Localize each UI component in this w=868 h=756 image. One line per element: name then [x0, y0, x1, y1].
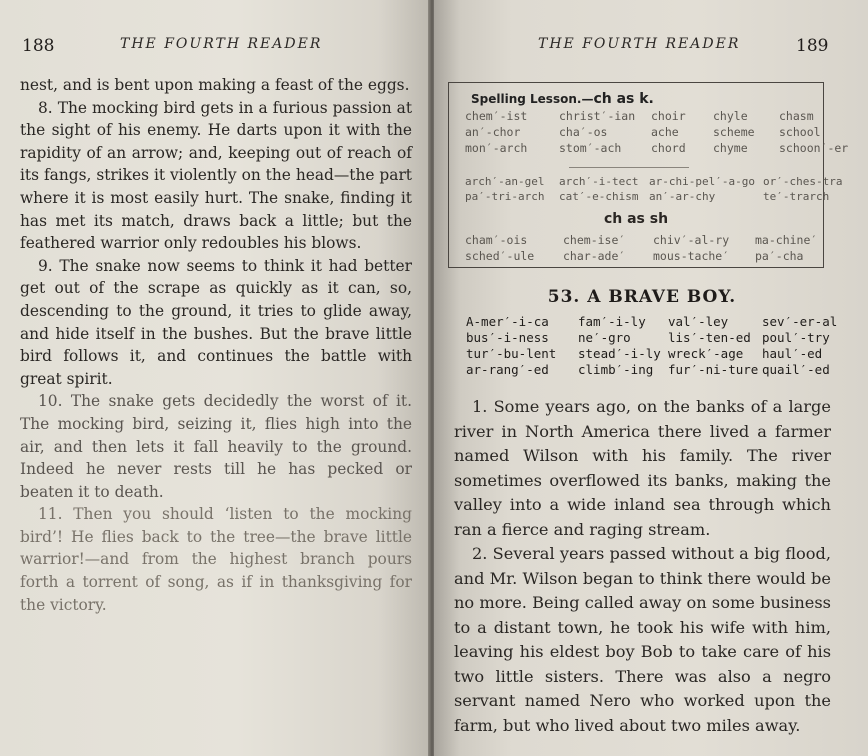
- paragraph: 10. The snake gets decidedly the worst of it. The mocking bird, seizing it, flies high into the air, and then lets it fall heavily to the ground. Indeed he never rests till he has pecked or beaten it to death.: [20, 392, 412, 501]
- vocabulary-word: tur′-bu-lent: [466, 346, 557, 361]
- spelling-word: cha′-os: [559, 125, 608, 139]
- vocabulary-word: bus′-i-ness: [466, 330, 549, 345]
- vocabulary-word: sev′-er-al: [762, 314, 838, 329]
- divider: [569, 167, 689, 168]
- vocabulary-word: wreck′-age: [668, 346, 744, 361]
- spelling-word: ma-chine′: [755, 233, 818, 247]
- page-number-left: 188: [22, 36, 55, 56]
- spelling-word: scheme: [713, 125, 755, 139]
- spelling-group-ch-sh: [465, 233, 825, 263]
- spelling-word: sched′-ule: [465, 249, 535, 263]
- spelling-word: school: [779, 125, 821, 139]
- vocabulary-word: quail′-ed: [762, 362, 830, 377]
- spelling-title-label: Spelling Lesson.—: [471, 92, 594, 106]
- spelling-word: choir: [651, 109, 686, 123]
- spelling-word: or′-ches-tra: [763, 175, 843, 188]
- spelling-word: pa′-cha: [755, 249, 804, 263]
- spelling-word: cat′-e-chism: [559, 190, 639, 203]
- spelling-word: chem′-ist: [465, 109, 528, 123]
- spelling-group-ch-k-1: [465, 109, 849, 155]
- spelling-word: chyle: [713, 109, 748, 123]
- spelling-lesson-title: [471, 91, 654, 107]
- spelling-lesson-box: [448, 82, 849, 268]
- vocabulary-word: poul′-try: [762, 330, 830, 345]
- spelling-word: mous-tache′: [653, 249, 730, 263]
- vocabulary-word: val′-ley: [668, 314, 729, 329]
- spelling-word: cham′-ois: [465, 233, 528, 247]
- spelling-word: te′-trarch: [763, 190, 830, 203]
- spelling-word: an′-chor: [465, 125, 521, 139]
- paragraph: 8. The mocking bird gets in a furious passion at the sight of his enemy. He darts upon it with the rapidity of an arrow; and, keeping out of reach of its fangs, strikes it violently on the head—the part where it is most easily hurt. The snake, finding it has met its match, draws back a little; but the feathered warrior only redoubles his blows.: [20, 98, 412, 253]
- spelling-word: arch′-an-gel: [465, 175, 545, 188]
- spelling-word: char-ade′: [563, 249, 626, 263]
- spelling-word: chasm: [779, 109, 814, 123]
- spelling-word: chord: [651, 141, 686, 155]
- spelling-word: ache: [651, 125, 679, 139]
- spelling-word: arch′-i-tect: [559, 175, 639, 188]
- spelling-word: chiv′-al-ry: [653, 233, 730, 247]
- vocabulary-grid: [466, 314, 842, 377]
- vocabulary-word: haul′-ed: [762, 346, 823, 361]
- vocabulary-word: climb′-ing: [578, 362, 654, 377]
- right-text-block: [454, 395, 831, 738]
- running-head-left: THE FOURTH READER: [120, 36, 323, 52]
- spelling-word: christ′-ian: [559, 109, 636, 123]
- vocabulary-word: fam′-i-ly: [578, 314, 646, 329]
- spelling-word: an′-ar-chy: [649, 190, 716, 203]
- spelling-word: pa′-tri-arch: [465, 190, 545, 203]
- spelling-word: chyme: [713, 141, 748, 155]
- paragraph: 9. The snake now seems to think it had better get out of the scrape as quickly as it can, so, descending to the ground, it tries to glide away, and hide itself in the bushes. But the brave little bird follows it, and continues the battle with great spirit.: [20, 256, 412, 388]
- vocabulary-word: stead′-i-ly: [578, 346, 661, 361]
- running-head-right: THE FOURTH READER: [538, 36, 741, 52]
- paragraph: 1. Some years ago, on the banks of a large river in North America there lived a farmer named Wilson with his family. The river sometimes overflowed its banks, making the valley into a wide inland sea through which ran a fierce and raging stream.: [454, 397, 831, 539]
- ch-sh-heading: ch as sh: [603, 211, 669, 227]
- spelling-title-sound: ch as k.: [593, 91, 654, 107]
- spelling-word: stom′-ach: [559, 141, 622, 155]
- vocabulary-word: lis′-ten-ed: [668, 330, 751, 345]
- paragraph: nest, and is bent upon making a feast of the eggs.: [20, 76, 410, 94]
- vocabulary-word: A-mer′-i-ca: [466, 314, 549, 329]
- page-number-right: 189: [796, 36, 829, 56]
- spelling-word: schoon′-er: [779, 141, 849, 155]
- paragraph: 11. Then you should ‘listen to the mocking bird’! He flies back to the tree—the brave little warrior!—and from the highest branch pours forth a torrent of song, as if in thanksgiving for the victory.: [20, 505, 412, 614]
- spelling-word: mon′-arch: [465, 141, 528, 155]
- vocabulary-word: ar-rang′-ed: [466, 362, 549, 377]
- spelling-group-ch-k-2: [465, 175, 847, 203]
- paragraph: 2. Several years passed without a big flood, and Mr. Wilson began to think there would be no more. Being called away on some business to a distant town, he took his wife with him, leaving his eldest boy Bob to take care of his two little sisters. There was also a negro servant named Nero who worked upon the farm, but who lived about two miles away.: [454, 544, 831, 735]
- lesson-title: 53. A BRAVE BOY.: [547, 287, 737, 307]
- spelling-word: ar-chi-pel′-a-go: [649, 175, 755, 188]
- spelling-word: chem-ise′: [563, 233, 626, 247]
- vocabulary-word: ne′-gro: [578, 330, 631, 345]
- vocabulary-word: fur′-ni-ture: [668, 362, 759, 377]
